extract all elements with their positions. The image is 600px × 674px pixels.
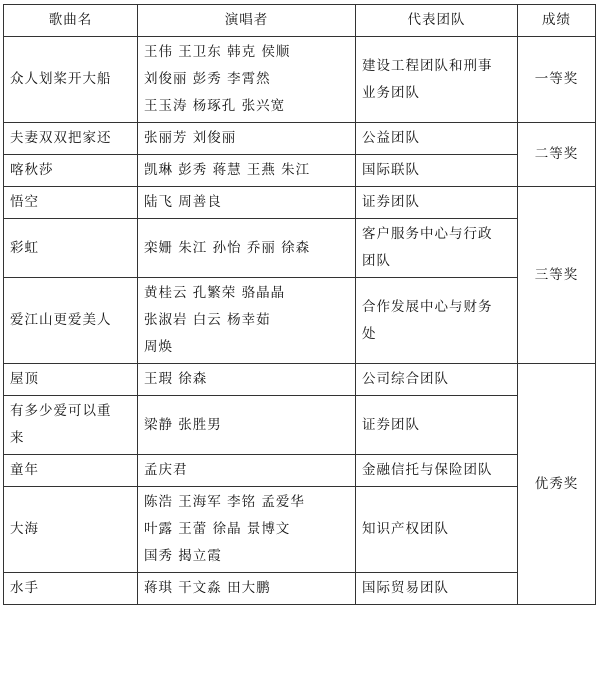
song-cell: 夫妻双双把家还 (4, 123, 138, 155)
singers-line: 国秀 揭立霞 (144, 548, 222, 564)
table-row (4, 219, 596, 278)
song-cell: 水手 (4, 573, 138, 605)
header-award: 成绩 (518, 5, 596, 37)
team-line: 公益团队 (362, 130, 420, 146)
team-line: 证券团队 (362, 194, 420, 210)
team-line: 公司综合团队 (362, 371, 449, 387)
singers-cell (138, 123, 356, 155)
team-cell (356, 123, 518, 155)
singers-cell (138, 455, 356, 487)
team-line: 合作发展中心与财务 (362, 298, 493, 315)
team-cell (356, 155, 518, 187)
table-row (4, 455, 596, 487)
singers-line: 陆飞 周善良 (144, 194, 222, 210)
team-line: 国际贸易团队 (362, 580, 449, 596)
team-cell (356, 396, 518, 455)
team-line: 处 (362, 325, 377, 342)
song-cell: 喀秋莎 (4, 155, 138, 187)
song-cell: 彩虹 (4, 219, 138, 278)
table-row (4, 364, 596, 396)
singers-cell (138, 187, 356, 219)
table-row (4, 155, 596, 187)
header-song: 歌曲名 (4, 5, 138, 37)
team-line: 证券团队 (362, 416, 420, 433)
team-line: 业务团队 (362, 84, 420, 101)
singers-line: 王瑕 徐森 (144, 371, 208, 387)
singers-line: 张淑岩 白云 杨幸茹 (144, 312, 271, 328)
singers-line: 叶露 王蕾 徐晶 景博文 (144, 521, 291, 537)
singers-line: 栾姗 朱江 孙怡 乔丽 徐森 (144, 239, 311, 256)
team-cell (356, 487, 518, 573)
song-cell: 悟空 (4, 187, 138, 219)
team-line: 建设工程团队和刑事 (362, 57, 493, 74)
song-cell: 大海 (4, 487, 138, 573)
singers-line: 凯琳 彭秀 蒋慧 王燕 朱江 (144, 162, 311, 178)
table-row (4, 278, 596, 364)
singers-cell (138, 487, 356, 573)
singers-cell (138, 396, 356, 455)
song-cell (4, 396, 138, 455)
singers-line: 黄桂云 孔繁荣 骆晶晶 (144, 285, 286, 301)
singers-cell (138, 364, 356, 396)
team-line: 知识产权团队 (362, 521, 449, 537)
team-cell (356, 455, 518, 487)
singers-cell (138, 278, 356, 364)
header-team: 代表团队 (356, 5, 518, 37)
awards-table (3, 4, 596, 605)
team-line: 国际联队 (362, 162, 420, 178)
song-line: 有多少爱可以重 (10, 403, 112, 419)
table-row (4, 123, 596, 155)
header-singers: 演唱者 (138, 5, 356, 37)
table-row (4, 487, 596, 573)
team-cell (356, 219, 518, 278)
singers-line: 周焕 (144, 339, 173, 355)
award-cell: 优秀奖 (518, 364, 596, 605)
team-line: 团队 (362, 253, 391, 269)
song-cell: 爱江山更爱美人 (4, 278, 138, 364)
song-cell: 众人划桨开大船 (4, 37, 138, 123)
award-cell: 一等奖 (518, 37, 596, 123)
team-cell (356, 364, 518, 396)
singers-line: 张丽芳 刘俊丽 (144, 130, 237, 146)
singers-cell (138, 37, 356, 123)
table-row (4, 573, 596, 605)
team-cell (356, 573, 518, 605)
singers-line: 蒋琪 干文淼 田大鹏 (144, 580, 271, 596)
singers-line: 孟庆君 (144, 462, 188, 478)
song-cell: 屋顶 (4, 364, 138, 396)
table-row (4, 396, 596, 455)
singers-line: 陈浩 王海军 李铭 孟爱华 (144, 494, 305, 510)
singers-line: 王玉涛 杨琢孔 张兴宽 (144, 98, 286, 114)
table-row (4, 37, 596, 123)
team-cell (356, 37, 518, 123)
team-line: 金融信托与保险团队 (362, 462, 493, 478)
song-line: 来 (10, 430, 25, 446)
song-cell: 童年 (4, 455, 138, 487)
singers-line: 梁静 张胜男 (144, 416, 222, 433)
team-line: 客户服务中心与行政 (362, 226, 493, 242)
team-cell (356, 187, 518, 219)
team-cell (356, 278, 518, 364)
singers-line: 刘俊丽 彭秀 李霄然 (144, 71, 271, 87)
header-row (4, 5, 596, 37)
singers-cell (138, 155, 356, 187)
award-cell: 三等奖 (518, 187, 596, 364)
singers-cell (138, 573, 356, 605)
table-row (4, 187, 596, 219)
singers-cell (138, 219, 356, 278)
singers-line: 王伟 王卫东 韩克 侯顺 (144, 44, 291, 60)
award-cell: 二等奖 (518, 123, 596, 187)
